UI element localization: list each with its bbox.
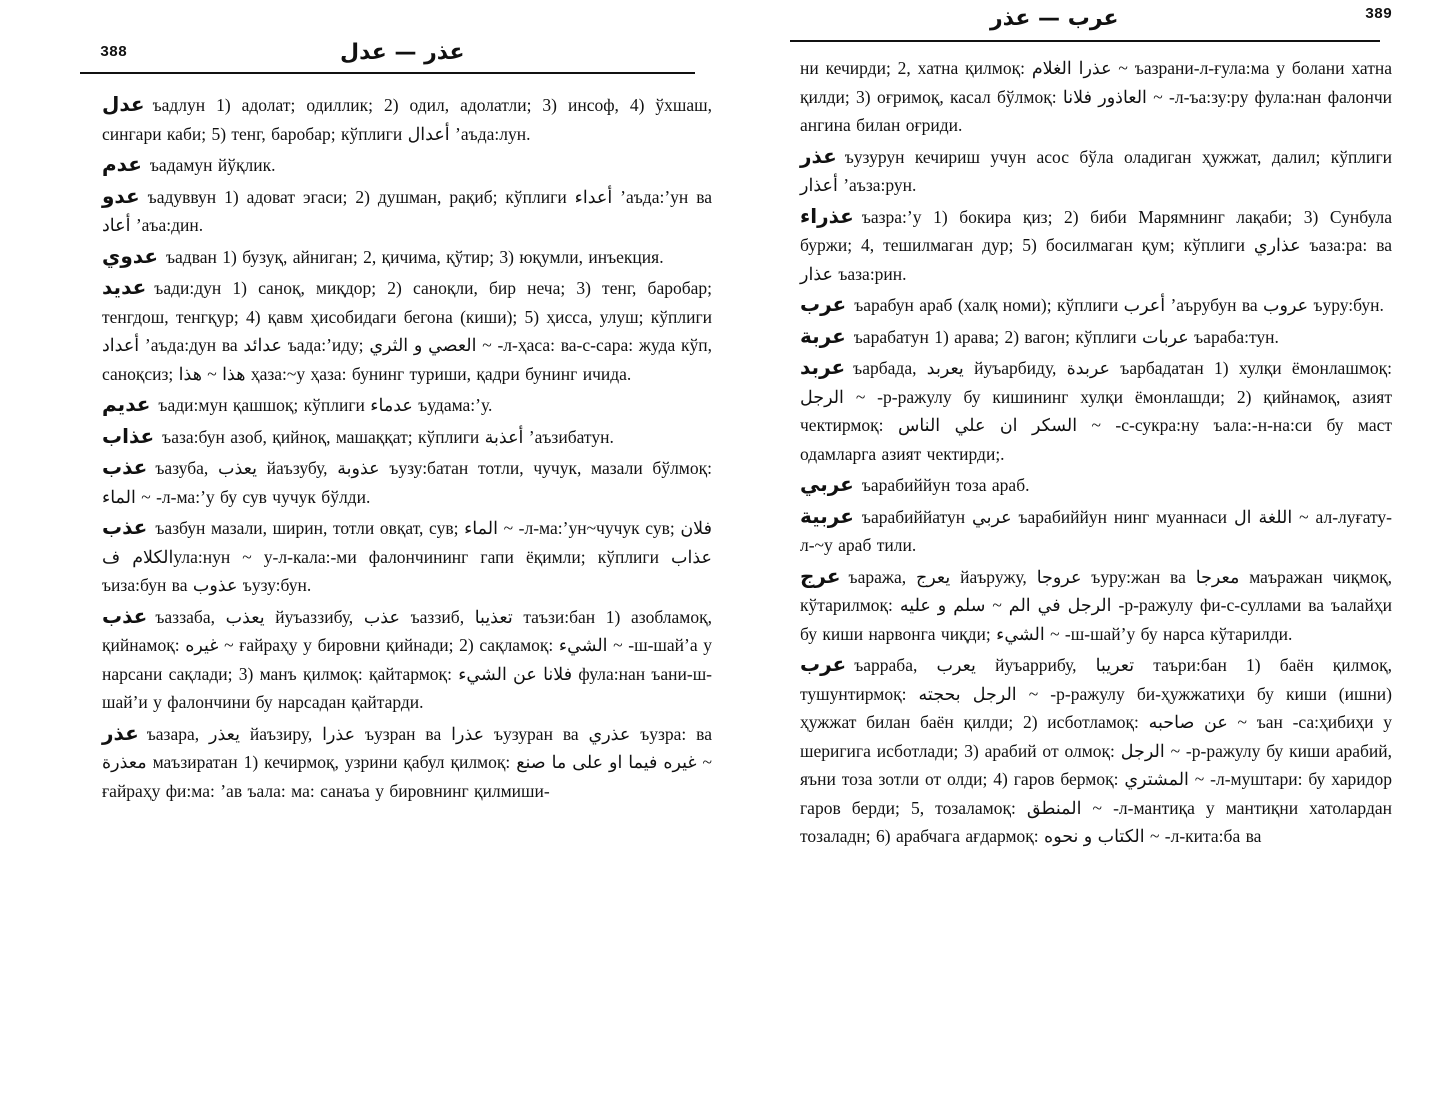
definition: ъазра:’у 1) бокира қиз; 2) биби Марямнинг лақаби; 3) Сунбула буржи; 4, тешилмаган дур; 5) босилмаган қум; кўплиги عذاري ъаза:ра: ва عذار ъаза:рин.: [800, 206, 1392, 284]
definition: ъарабатун 1) арава; 2) вагон; кўплиги عربات ъараба:тун.: [853, 326, 1279, 347]
right-entries: [790, 36, 1392, 851]
definition: ъаза:бун азоб, қийноқ, машаққат; кўплиги أعذبة ’аъзибатун.: [162, 426, 614, 447]
definition: ъазбун мазали, ширин, тотли овқат, сув; الماء ~ -л-ма:’ун~чучук сув; فلان الكلام فула:нун ~ у-л-кала:-ми фалончининг гапи ёқимли; кўплиги عذاب ъиза:бун ва عذوب ъузу:бун.: [102, 518, 712, 595]
definition: ъузурун кечириш учун асос бўла оладиган ҳужжат, далил; кўплиги أعذار ’аъза:рун.: [800, 146, 1392, 195]
dictionary-entry: [102, 719, 712, 806]
definition: ъадван 1) бузуқ, айниган; 2, қичима, қўтир; 3) юқумли, инъекция.: [165, 246, 664, 267]
right-header-rule: [790, 40, 1380, 42]
headword: عرب: [800, 652, 847, 676]
dictionary-entry: [800, 353, 1392, 468]
headword: عذراء: [800, 203, 854, 228]
left-page: [80, 0, 720, 1114]
right-page-header: [790, 0, 1392, 76]
definition: ъадуввун 1) адоват эгаси; 2) душман, рақиб; кўплиги أعداء ’аъда:’ун ва أعاد ’аъа:дин.: [102, 186, 712, 235]
definition: ъарабун араб (халқ номи); кўплиги أعرب ’аърубун ва عروب ъуру:бун.: [854, 295, 1384, 315]
dictionary-entry: [102, 182, 712, 240]
definition: ъарабиййун тоза араб.: [861, 475, 1030, 495]
dictionary-entry: [800, 562, 1392, 649]
headword: عذر: [800, 143, 837, 168]
headword: عدو: [102, 183, 140, 208]
headword: عديد: [102, 275, 147, 299]
definition: ъаззаба, يعذب йуъаззибу, عذب ъаззиб, تعذيبا таъзи:бан 1) азобламоқ, қийнамоқ: غيره ~ ғайраҳу у бировни қийнади; 2) сақламоқ: الشيء ~ -ш-шай’а у нарсани сақлади; 3) манъ қилмоқ: қайтармоқ: فلانا عن الشيء фула:нан ъани-ш-шай’и у фалончини бу нарсадан қайтарди.: [102, 606, 713, 712]
headword: عربد: [800, 355, 846, 379]
definition: ъазара, يعذر йаъзиру, عذرا ъузран ва عذرا ъузуран ва عذري ъузра: ва معذرة маъзиратан 1) кечирмоқ, узрини қабул қилмоқ: غيره فيما او على ما صنع ~ ғайраҳу фи:ма: ’ав ъала: ма: санаъа у бировнинг қилмиши-: [102, 723, 712, 801]
definition: ъарраба, يعرب йуъаррибу, تعريبا таъри:бан 1) баён қилмоқ, тушунтирмоқ: الرجل بحجته ~ -р-ражулу би-ҳужжатиҳи бу киши (ишни) ҳужжат билан баён қилди; 2) исботламоқ: عن صاحبه ~ ъан -са:ҳибиҳи у шеригига исботлади; 3) арабий от олмоқ: الرجل ~ -р-ражулу бу киши арабий, яъни тоза зотли от олди; 4) гаров бермоқ: المشتري ~ -л-муштари: бу харидор гаров берди; 5, тозаламоқ: المنطق ~ -л-мантиқа у мантиқни хатолардан тозаладн; 6) арабчага ағдармоқ: الكتاب و نحوه ~ -л-кита:ба ва: [800, 655, 1392, 846]
dictionary-entry: [800, 322, 1392, 352]
headword: عرج: [800, 563, 841, 588]
headword: عدوي: [102, 243, 158, 268]
headword: عربية: [800, 503, 854, 528]
definition: ъади:мун қашшоқ; кўплиги عدماء ъудама:’у.: [158, 395, 493, 415]
left-entries: [80, 76, 720, 805]
headword: عرب: [800, 292, 847, 316]
left-running-head: عذر — عدل: [340, 40, 465, 65]
headword: عذر: [102, 720, 139, 745]
headword: عديم: [102, 392, 151, 416]
dictionary-entry: [800, 142, 1392, 200]
dictionary-entry: [800, 502, 1392, 560]
dictionary-entry: [102, 602, 712, 717]
left-page-number: 388: [100, 44, 128, 61]
definition: ъарбада, يعربد йуъарбиду, عربدة ъарбадатан 1) хулқи ёмонлашмоқ: الرجل ~ -р-ражулу бу кишининг хулқи ёмонлашди; 2) қийнамоқ, азият чектирмоқ: السكر ان علي الناس ~ -с-сукра:ну ъала:-н-на:си бу маст одамларга азият чектирди;.: [800, 358, 1393, 464]
definition: ъадлун 1) адолат; одиллик; 2) одил, адолатли; 3) инсоф, 4) ўхшаш, сингари каби; 5) тенг, баробар; кўплиги أعدال ’аъда:лун.: [102, 95, 712, 144]
definition: ъадамун йўқлик.: [149, 155, 276, 175]
right-running-head: عرب — عذر: [990, 6, 1119, 31]
definition: ни кечирди; 2, хатна қилмоқ: عذرا الغلام ~ ъазрани-л-ғула:ма у болани хатна қилди; 3) оғримоқ, касал бўлмоқ: العاذور فلانا ~ -л-ъа:зу:ру фула:нан фалончи ангина билан оғриди.: [800, 58, 1393, 135]
dictionary-entry: [102, 390, 712, 420]
definition: ъаража, يعرج йаъружу, عروجا ъуру:жан ва معرجا маъражан чиқмоқ, кўтарилмоқ: الرجل في الم ~ سلم و عليه -р-ражулу фи-с-суллами ва ъалайҳи бу киши нарвонга чиқди; الشيء ~ -ш-шай’у бу нарса кўтарилди.: [800, 566, 1393, 644]
dictionary-entry: [800, 290, 1392, 320]
dictionary-entry: [800, 470, 1392, 500]
definition: ъарабиййатун عربي ъарабиййун нинг муаннаси اللغة ال ~ ал-луғату-л-~у араб тили.: [800, 506, 1393, 555]
headword: عربي: [800, 472, 854, 496]
dictionary-entry: [800, 202, 1392, 289]
headword: عربة: [800, 323, 846, 348]
headword: عذاب: [102, 423, 155, 448]
headword: عدم: [102, 152, 142, 176]
headword: عدل: [102, 92, 145, 116]
dictionary-entry: [102, 422, 712, 452]
dictionary-entry: [102, 453, 712, 511]
definition: ъазуба, يعذب йаъзубу, عذوبة ъузу:батан тотли, чучук, мазали бўлмоқ: الماء ~ -л-ма:’у бу сув чучук бўлди.: [102, 458, 712, 507]
dictionary-entry: [102, 273, 712, 388]
left-page-header: [80, 0, 720, 76]
dictionary-entry: [102, 150, 712, 180]
right-page-number: 389: [1364, 6, 1392, 23]
dictionary-entry: [102, 513, 712, 600]
headword: عذب: [102, 603, 148, 628]
dictionary-entry: [102, 90, 712, 148]
dictionary-entry: [102, 242, 712, 272]
headword: عذب: [102, 515, 148, 539]
right-page: [790, 0, 1392, 1114]
left-header-rule: [80, 72, 695, 74]
headword: عذب: [102, 455, 148, 479]
definition: ъади:дун 1) саноқ, миқдор; 2) саноқли, бир неча; 3) тенг, баробар; тенгдош, тенгқур; 4) қавм ҳисобидаги бегона (киши); 5) ҳисса, улуш; кўплиги أعداد ’аъда:дун ва عدائد ъада:’иду; العصي و الثري ~ -л-ҳаса: ва-с-сара: жуда кўп, саноқсиз; هذا ~ هذا ҳаза:~у ҳаза: бунинг туриши, қадри бунинг ичида.: [102, 278, 712, 384]
dictionary-entry: [800, 650, 1392, 851]
